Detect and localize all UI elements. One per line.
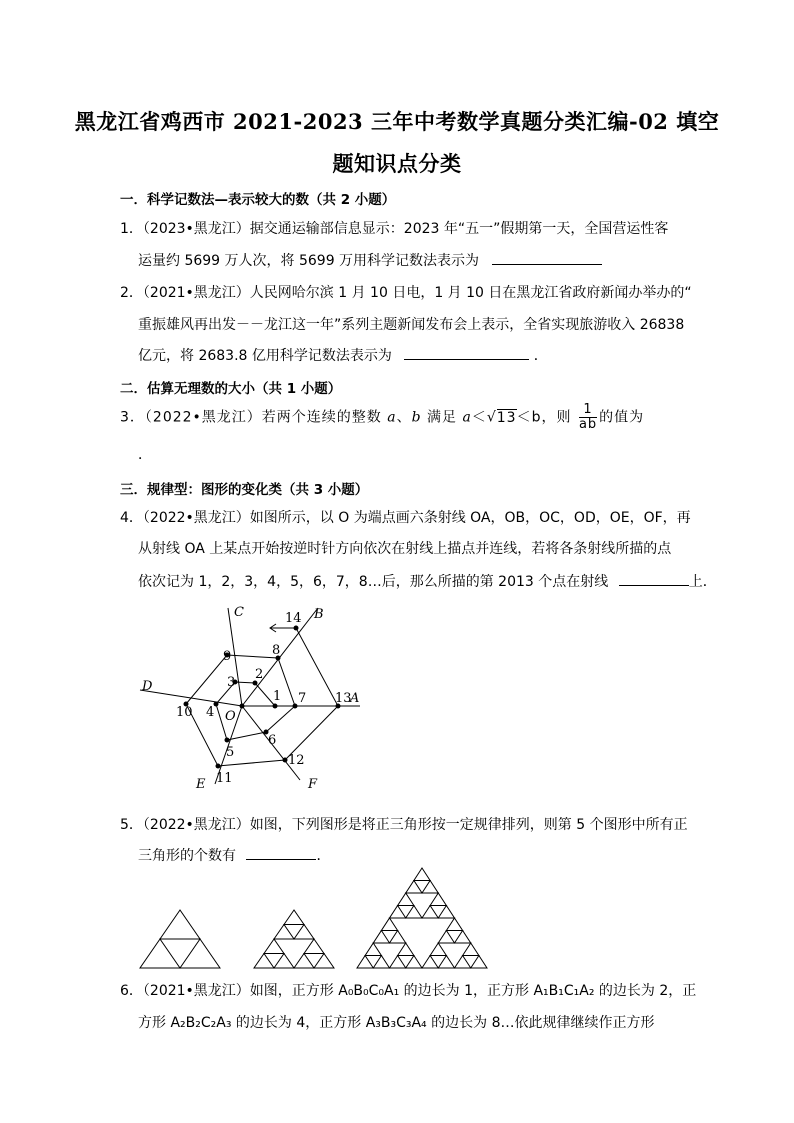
section-heading-3: 三．规律型：图形的变化类（共 3 小题）: [120, 482, 369, 498]
rays-figure: [130, 600, 370, 800]
label-n5: 5: [226, 745, 235, 760]
label-b: B: [314, 607, 324, 622]
label-n10: 10: [176, 705, 193, 720]
triangle-figure-2: [252, 908, 336, 970]
section-heading-1: 一．科学记数法—表示较大的数（共 2 小题）: [120, 192, 396, 208]
label-o: O: [225, 709, 236, 724]
label-n2: 2: [255, 667, 264, 682]
sqrt-symbol: √: [486, 409, 497, 426]
label-n7: 7: [298, 691, 307, 706]
doc-title-line1: 黑龙江省鸡西市 2021-2023 三年中考数学真题分类汇编-02 填空: [74, 109, 720, 134]
triangle-figure-3: [355, 866, 489, 970]
q1-line1: 1．（2023•黑龙江）据交通运输部信息显示：2023 年“五一”假期第一天，全国营运性客: [120, 221, 669, 237]
label-c: C: [234, 605, 244, 620]
q2-line1: 2．（2021•黑龙江）人民网哈尔滨 1 月 10 日电，1 月 10 日在黑龙江省政府新闻办举办的“: [120, 285, 692, 301]
q1-answer-blank[interactable]: [492, 250, 602, 265]
q4-line3: 依次记为 1，2，3，4，5，6，7，8…后，那么所描的第 2013 个点在射线 上．: [138, 571, 717, 591]
label-n12: 12: [288, 753, 305, 768]
q6-line1: 6．（2021•黑龙江）如图，正方形 A₀B₀C₀A₁ 的边长为 1，正方形 A₁B₁C₁A₂ 的边长为 2，正: [120, 983, 697, 999]
doc-title-line2: 题知识点分类: [332, 151, 462, 176]
label-n14: 14: [285, 611, 302, 626]
label-n4: 4: [206, 705, 215, 720]
q4-line2: 从射线 OA 上某点开始按逆时针方向依次在射线上描点并连线，若将各条射线所描的点: [138, 541, 672, 557]
spiral-path: [186, 628, 338, 766]
label-a: A: [350, 691, 360, 706]
q2-line3: 亿元，将 2683.8 亿用科学记数法表示为 ．: [138, 345, 548, 365]
label-n6: 6: [268, 733, 277, 748]
q4-answer-blank[interactable]: [619, 571, 689, 586]
fraction-1-over-ab: $\frac{1}{ab}$: [578, 402, 598, 432]
label-n11: 11: [216, 771, 233, 786]
label-n13: 13: [335, 691, 352, 706]
q5-line2: 三角形的个数有 ．: [138, 845, 330, 865]
q2-answer-blank[interactable]: [404, 345, 529, 360]
label-d: D: [142, 679, 153, 694]
label-n1: 1: [273, 689, 282, 704]
q2-line2: 重振雄风再出发－－龙江这一年”系列主题新闻发布会上表示，全省实现旅游收入 26838: [138, 317, 685, 333]
triangle-figure-1: [138, 908, 222, 970]
label-n9: 9: [223, 649, 232, 664]
q6-line2: 方形 A₂B₂C₂A₃ 的边长为 4，正方形 A₃B₃C₃A₄ 的边长为 8…依此规律继续作正方形: [138, 1015, 655, 1031]
q5-line1: 5．（2022•黑龙江）如图，下列图形是将正三角形按一定规律排列，则第 5 个图形中所有正: [120, 817, 688, 833]
q5-answer-blank[interactable]: [246, 845, 316, 860]
q3-line2: ．: [138, 447, 152, 463]
q4-line1: 4．（2022•黑龙江）如图所示，以 O 为端点画六条射线 OA，OB，OC，OD，OE，OF，再: [120, 510, 691, 526]
section-heading-2: 二．估算无理数的大小（共 1 小题）: [120, 381, 342, 397]
label-n3: 3: [227, 675, 236, 690]
q1-line2: 运量约 5699 万人次，将 5699 万用科学记数法表示为: [138, 250, 602, 270]
label-f: F: [308, 777, 318, 792]
label-n8: 8: [272, 643, 281, 658]
q3-line1: 3．（2022•黑龙江）若两个连续的整数 a、b 满足 a＜√13＜b，则 $\frac{1}{ab}$ 的值为: [120, 402, 645, 432]
label-e: E: [196, 777, 206, 792]
